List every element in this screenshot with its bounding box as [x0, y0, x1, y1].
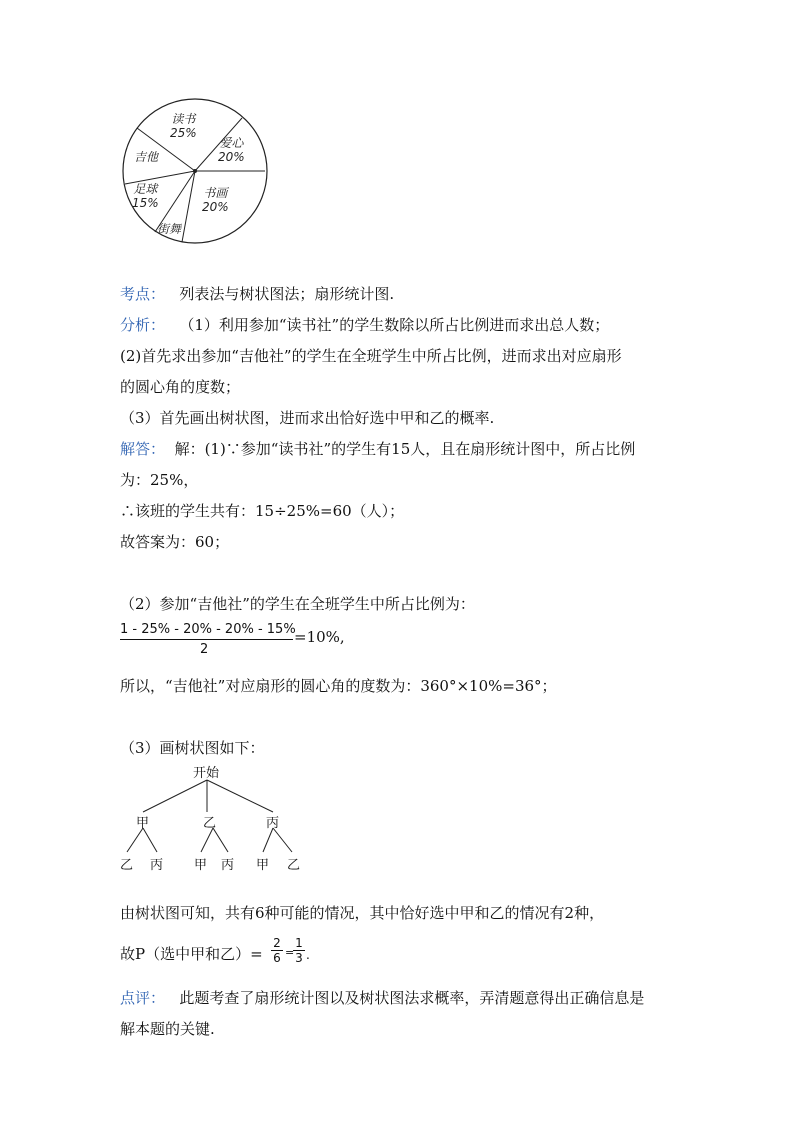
fenxi-text: （1）利用参加“读书社”的学生数除以所占比例进而求出总人数；: [179, 316, 610, 334]
period: .: [306, 948, 310, 962]
tree-edge: [127, 828, 143, 852]
pie-slice-name: 吉他: [134, 150, 159, 164]
tree-node-level2: 丙: [150, 858, 164, 873]
tree-node-level1: 甲: [136, 816, 150, 831]
pie-slice-name: 读书: [171, 112, 196, 126]
pie-slice-percent: 20%: [202, 200, 229, 214]
dianping-label: 点评：: [120, 989, 166, 1007]
jieda-label: 解答：: [120, 440, 166, 458]
pie-slice-name: 足球: [133, 182, 158, 196]
equals-sign: =: [285, 946, 295, 959]
fraction-bar: [120, 639, 293, 640]
jieda-text: ∴该班的学生共有：15÷25%=60（人）；: [120, 502, 405, 520]
fraction-denominator: 2: [200, 642, 209, 657]
tree-node-level2: 丙: [221, 858, 235, 873]
pie-slice-name: 书画: [203, 186, 228, 200]
dianping-line: [120, 988, 644, 1008]
tree-root: 开始: [193, 766, 220, 781]
part2-conclusion: 所以，“吉他社”对应扇形的圆心角的度数为：360°×10%=36°；: [120, 677, 557, 695]
pie-slice-name: 街舞: [157, 222, 182, 236]
fenxi-line: [120, 315, 609, 335]
pie-slice-label: [218, 136, 245, 164]
tree-edge: [263, 828, 273, 852]
tree-edge: [213, 828, 228, 852]
pie-slice-label: [170, 112, 197, 140]
jieda-line: [120, 439, 635, 459]
kaodian-line: [120, 284, 394, 304]
tree-node-level2: 乙: [120, 858, 134, 873]
fraction-numerator: 2: [273, 936, 281, 950]
fraction-denominator: 3: [295, 951, 303, 965]
fraction-numerator: 1: [295, 936, 303, 950]
tree-node-level2: 乙: [287, 858, 301, 873]
pie-slice-percent: 15%: [132, 196, 159, 210]
probability-prefix: 故P（选中甲和乙）=: [120, 945, 263, 963]
kaodian-label: 考点：: [120, 285, 166, 303]
probability-fraction-1: [271, 936, 283, 965]
fraction-numerator: 1 - 25% - 20% - 20% - 15%: [120, 622, 296, 637]
jieda-text: 为：25%，: [120, 471, 199, 489]
tree-edge: [143, 828, 157, 852]
fenxi-text: （3）首先画出树状图，进而求出恰好选中甲和乙的概率.: [120, 409, 495, 427]
tree-node-level2: 甲: [256, 858, 270, 873]
part3-text: 由树状图可知，共有6种可能的情况，其中恰好选中甲和乙的情况有2种，: [120, 904, 605, 922]
pie-slice-name: 爱心: [219, 136, 244, 150]
tree-node-level1: 丙: [266, 816, 280, 831]
pie-slice-label: [134, 150, 158, 164]
tree-node-level1: 乙: [203, 816, 217, 831]
kaodian-text: 列表法与树状图法；扇形统计图.: [179, 285, 395, 303]
tree-node-level2: 甲: [194, 858, 208, 873]
tree-edge: [207, 780, 273, 812]
pie-slice-percent: 25%: [170, 126, 197, 140]
tree-edge: [201, 828, 213, 852]
pie-center: [193, 169, 197, 173]
fraction-result: =10%,: [294, 628, 345, 646]
dianping-text: 此题考查了扇形统计图以及树状图法求概率，弄清题意得出正确信息是: [179, 989, 645, 1007]
jieda-text: 故答案为：60；: [120, 533, 230, 551]
pie-slice-label: [132, 182, 159, 210]
part2-intro: （2）参加“吉他社”的学生在全班学生中所占比例为：: [120, 595, 475, 613]
pie-slice-label: [202, 186, 229, 214]
probability-fraction-2: [293, 936, 305, 965]
tree-edge: [143, 780, 207, 812]
tree-edge: [273, 828, 292, 852]
pie-slice-percent: 20%: [218, 150, 245, 164]
fraction-denominator: 6: [273, 951, 281, 965]
fenxi-text: (2)首先求出参加“吉他社”的学生在全班学生中所占比例，进而求出对应扇形: [120, 347, 622, 365]
part3-probability-line: [120, 944, 263, 964]
pie-chart: [120, 96, 270, 246]
tree-diagram: [115, 762, 315, 882]
part3-intro: （3）画树状图如下：: [120, 739, 265, 757]
jieda-text: 解：(1)∵参加“读书社”的学生有15人，且在扇形统计图中，所占比例: [174, 440, 636, 458]
fenxi-label: 分析：: [120, 316, 166, 334]
pie-slice-label: [157, 222, 181, 236]
dianping-text: 解本题的关键.: [120, 1020, 215, 1038]
fenxi-text: 的圆心角的度数；: [120, 378, 241, 396]
